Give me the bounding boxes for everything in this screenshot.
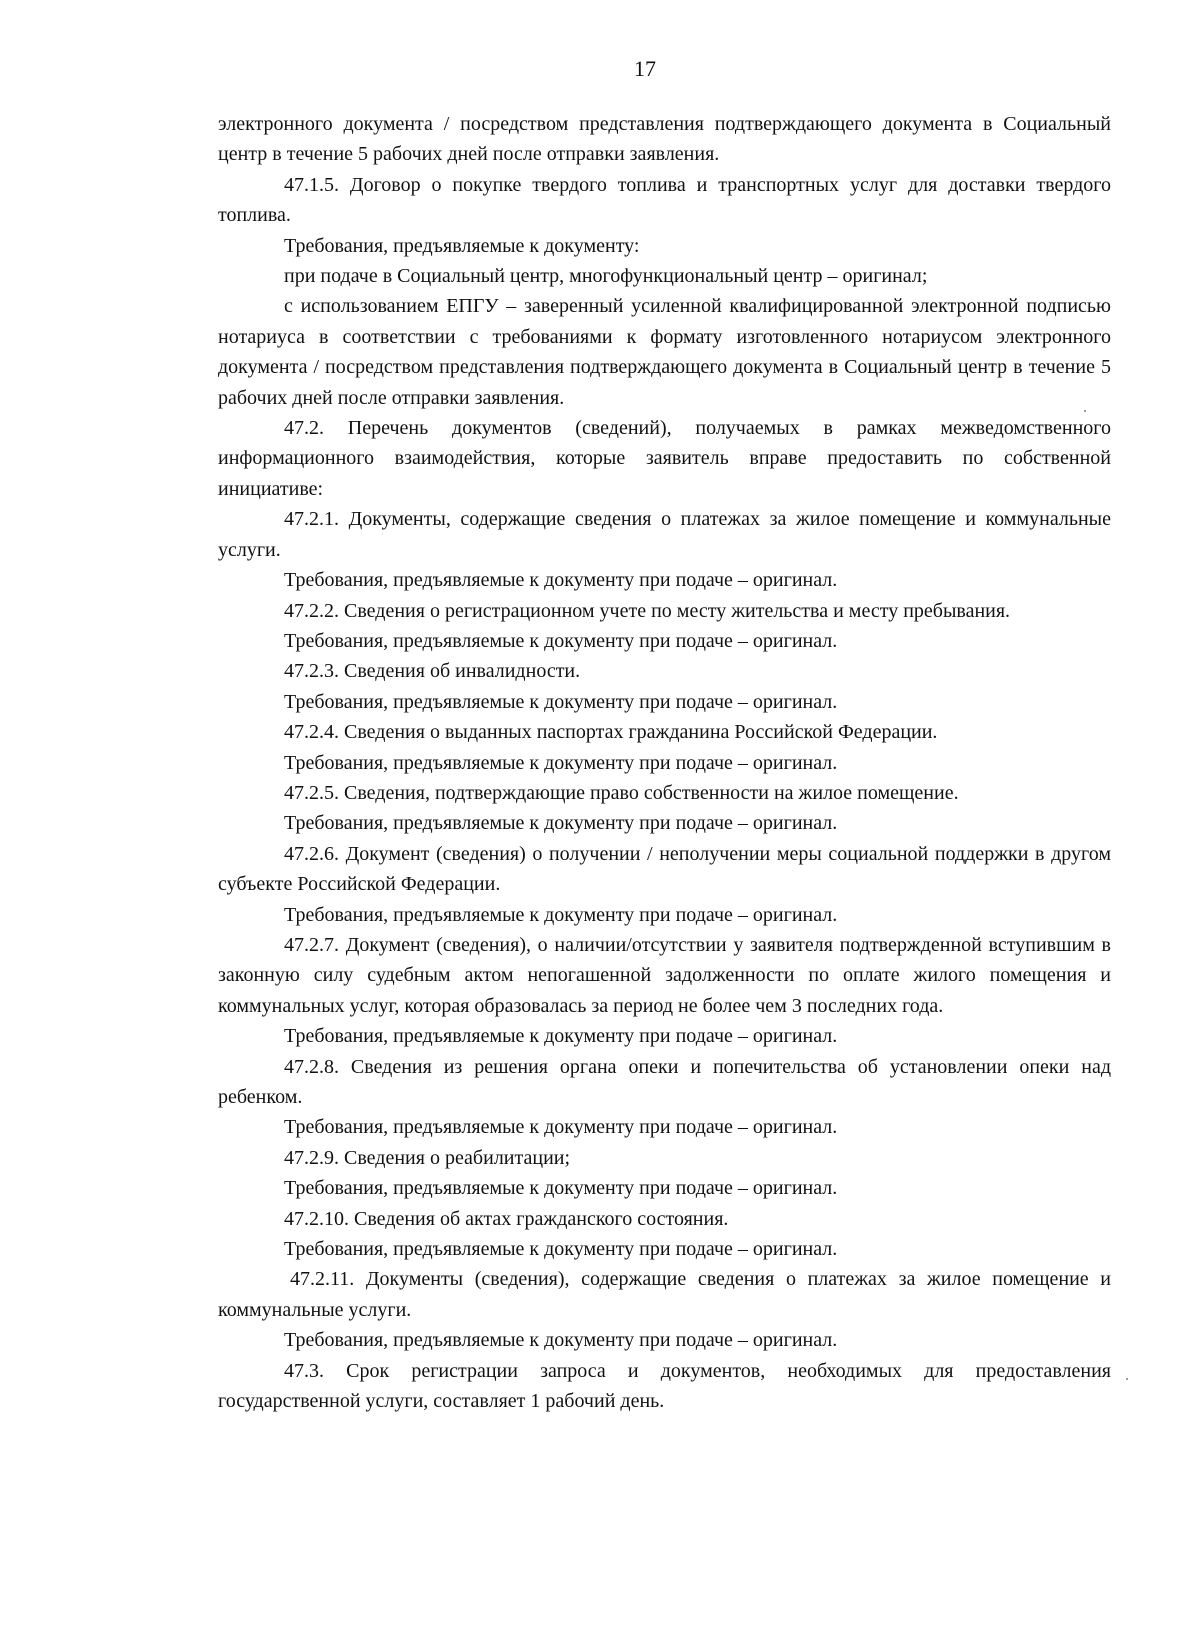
paragraph: при подаче в Социальный центр, многофункциональный центр – оригинал; (284, 265, 928, 288)
paragraph: 47.2.1. Документы, содержащие сведения о платежах за жилое помещение и коммунальные услуги. (218, 508, 1111, 561)
paragraph: Требования, предъявляемые к документу при подаче – оригинал. (284, 1177, 838, 1200)
page-number: 17 (634, 56, 656, 81)
paragraph: Требования, предъявляемые к документу при подаче – оригинал. (284, 569, 838, 592)
paragraph: 47.2.7. Документ (сведения), о наличии/отсутствии у заявителя подтвержденной вступившим в законную силу судебным актом непогашенной задолженности по оплате жилого помещения и коммунальных услуг, которая образовалась за период не более чем 3 последних года. (218, 933, 1111, 1017)
paragraph: 47.2.10. Сведения об актах гражданского состояния. (284, 1207, 729, 1230)
paragraph: электронного документа / посредством представления подтверждающего документа в Социальный центр в течение 5 рабочих дней после отправки заявления. (218, 113, 1111, 166)
paragraph: Требования, предъявляемые к документу при подаче – оригинал. (284, 690, 838, 713)
paragraph: Требования, предъявляемые к документу при подаче – оригинал. (284, 812, 838, 835)
paragraph: Требования, предъявляемые к документу при подаче – оригинал. (284, 1329, 838, 1352)
paragraph: Требования, предъявляемые к документу при подаче – оригинал. (284, 903, 838, 926)
scan-speck (1126, 1378, 1128, 1380)
paragraph: 47.2.11. Документы (сведения), содержащие сведения о платежах за жилое помещение и коммунальные услуги. (218, 1268, 1111, 1321)
paragraph: 47.1.5. Договор о покупке твердого топлива и транспортных услуг для доставки твердого топлива. (218, 173, 1111, 227)
scan-speck (1084, 410, 1086, 412)
paragraph: с использованием ЕПГУ – заверенный усиленной квалифицированной электронной подписью нотариуса в соответствии с требованиями к формату изготовленного нотариусом электронного документа / посредством представления подтверждающего документа в Социальный центр в течение 5 рабочих дней после отправки заявления. (218, 295, 1111, 409)
paragraph: 47.2.3. Сведения об инвалидности. (284, 660, 581, 683)
paragraph: 47.2.6. Документ (сведения) о получении / неполучении меры социальной поддержки в другом субъекте Российской Федерации. (218, 842, 1111, 896)
paragraph: Требования, предъявляемые к документу при подаче – оригинал. (284, 629, 838, 652)
paragraph: Требования, предъявляемые к документу: (284, 234, 640, 257)
paragraph: 47.2. Перечень документов (сведений), получаемых в рамках межведомственного информационного взаимодействия, которые заявитель вправе предоставить по собственной инициативе: (218, 417, 1111, 500)
paragraph: Требования, предъявляемые к документу при подаче – оригинал. (284, 1238, 838, 1261)
paragraph: Требования, предъявляемые к документу при подаче – оригинал. (284, 751, 838, 774)
paragraph: Требования, предъявляемые к документу при подаче – оригинал. (284, 1025, 838, 1048)
document-body (218, 109, 1111, 1416)
paragraph: 47.2.5. Сведения, подтверждающие право собственности на жилое помещение. (284, 781, 959, 804)
paragraph: 47.2.2. Сведения о регистрационном учете по месту жительства и месту пребывания. (284, 599, 1011, 622)
paragraph: 47.2.9. Сведения о реабилитации; (284, 1146, 571, 1169)
paragraph: 47.2.8. Сведения из решения органа опеки и попечительства об установлении опеки над ребенком. (218, 1055, 1111, 1108)
paragraph: 47.3. Срок регистрации запроса и документов, необходимых для предоставления государственной услуги, составляет 1 рабочий день. (218, 1359, 1111, 1413)
paragraph: Требования, предъявляемые к документу при подаче – оригинал. (284, 1116, 838, 1139)
paragraph: 47.2.4. Сведения о выданных паспортах гражданина Российской Федерации. (284, 721, 938, 744)
